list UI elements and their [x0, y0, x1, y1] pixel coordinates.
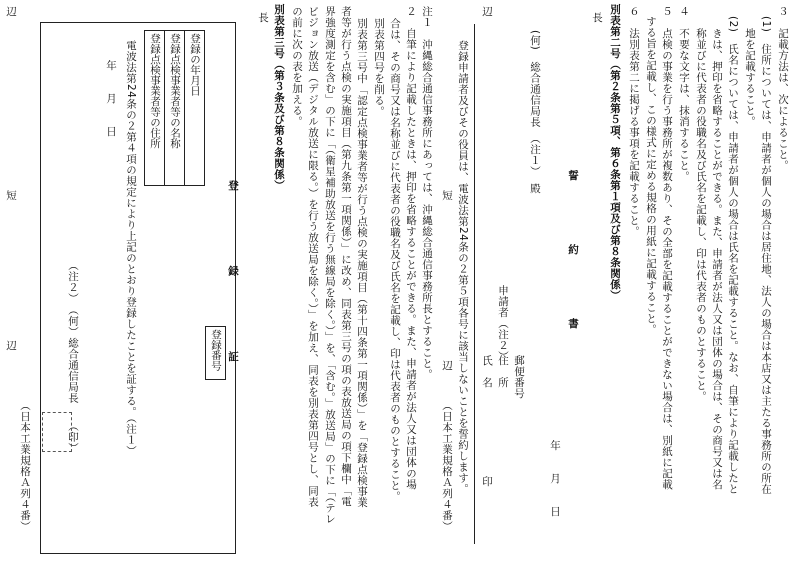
form2-field-address: 住 所	[497, 355, 509, 388]
form2-edge-bottom: 短	[441, 190, 453, 201]
form3-size-note: （日本工業規格Ａ列４番）	[19, 400, 31, 532]
note-3-1b: 地を記載すること。	[744, 28, 756, 127]
note-3: ３ 記載方法は、次によること。	[777, 6, 789, 171]
form3-seal-box	[42, 412, 72, 452]
note-6: ６ 法別表第二に掲げる事項を記載すること。	[628, 6, 640, 237]
form3-regno-table	[205, 326, 226, 380]
mid-note-4c: 界強度測定を含む」の下に「（衛星補助放送を行う無線局を除く。）」を、「含む。」放送局」の下に「（テレ	[324, 6, 336, 525]
form2-edge-left: 辺	[481, 6, 493, 17]
form3-edge-right: 辺	[5, 340, 17, 351]
form2-title: 誓 約 書	[567, 170, 579, 337]
mid-note-3: 別表第四号を削る。	[373, 18, 385, 117]
note-3-2b: きは、押印を省略することができる。また、申請者が法人又は団体の場合は、その商号又は名	[711, 28, 723, 490]
form3-regno: 登録番号	[206, 327, 226, 380]
mid-note-2a: ２ 自筆により記載したときは、押印を省略することができる。また、申請者が法人又は団体の場	[405, 6, 417, 490]
note-4: ４ 不要な文字は、抹消すること。	[678, 6, 690, 182]
form3-edge-bottom: 短	[5, 190, 17, 201]
form3-registration-table	[144, 30, 205, 186]
form3-row-address: 登録点検事業者等の住所	[145, 31, 165, 186]
mid-note-1: 注１ 沖縄総合通信事務所にあっては、沖縄総合通信事務所長とすること。	[421, 6, 433, 380]
form3-edge-left: 辺	[5, 6, 17, 17]
mid-note-2b: 合は、その商号又は名称並びに代表者の役職名及び氏名を記載し、印は代表者のものとすること。	[389, 18, 401, 502]
form3-heading: 別表第三号（第３条及び第８条関係）	[273, 4, 285, 191]
note-3-2a: (2) 氏名については、申請者が個人の場合は氏名を記載すること。なお、自筆により記載したと	[727, 16, 739, 495]
mid-note-4a: 別表第三号中「認定点検事業者等が行う点検の実施項目（第十四条第一項関係）」を「登録点検事業	[356, 18, 368, 508]
form2-field-postal: 郵便番号	[513, 355, 525, 399]
form3-row-name: 登録点検事業者等の名称	[165, 31, 185, 186]
form3-title: 登 録 証	[227, 180, 239, 380]
form3-issuer: （注２） （何）総合通信局長 （印）	[67, 260, 79, 454]
form2-addressee: (何) 総合通信局長 （注１） 殿	[529, 30, 541, 194]
form2-edge-right: 辺	[441, 360, 453, 371]
form2-edge-top: 長	[591, 12, 603, 23]
mid-note-4d: ビジョン放送（デジタル放送に限る。）を行う放送局を除く。）」を加え、同表を別表第四号とし、同表	[307, 6, 319, 508]
form2-body: 登録申請者及びその役員は、電波法第24条の２第５項各号に該当しないことを誓約します。	[457, 40, 469, 495]
form2-frame-line	[474, 24, 475, 544]
form3-date: 年 月 日	[105, 60, 117, 137]
form3-row-date: 登録の年月日	[185, 31, 205, 186]
form2-date: 年 月 日	[549, 440, 561, 517]
form2-heading: 別表第二号（第２条第５項、第６条第１項及び第８条関係）	[609, 4, 621, 301]
form3-edge-top: 長	[257, 12, 269, 23]
mid-note-4b: 者等が行う点検の実施項目（第九条第一項関係）」に改め、同表第三号の項の表放送局の項下欄中「電	[340, 6, 352, 507]
note-5a: ５ 点検の事業を行う事務所が複数あり、その全部を記載することができない場合は、別紙に記載	[661, 6, 673, 490]
form2-size-note: （日本工業規格Ａ列４番）	[441, 400, 453, 532]
form3-cert-text: 電波法第24条の２第４項の規定により上記のとおり登録したことを証する。（注１）	[125, 40, 137, 457]
note-3-2c: 称並びに代表者の役職名及び氏名を記載し、印は代表者のものとすること。	[695, 28, 707, 402]
form2-applicant: 申請者（注２）	[497, 285, 509, 362]
note-5b: する旨を記載し、この様式に定める規格の用紙に記載すること。	[645, 16, 657, 335]
mid-note-4e: の前に次の表を加える。	[291, 6, 303, 127]
note-3-1a: (1) 住所については、申請者が個人の場合は居住地、法人の場合は本店又は主たる事務所の所在	[760, 16, 772, 495]
form2-field-name: 氏 名 印	[481, 355, 493, 487]
